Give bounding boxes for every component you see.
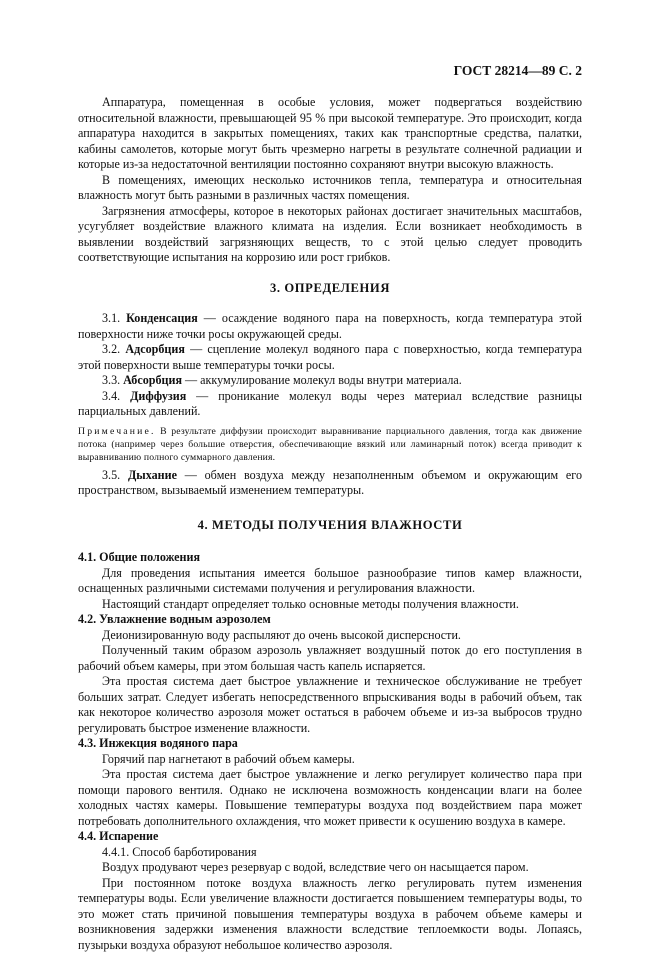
paragraph: Воздух продувают через резервуар с водой, вследствие чего он насыщается паром.	[78, 860, 582, 876]
term: Конденсация	[126, 311, 198, 325]
paragraph: При постоянном потоке воздуха влажность легко регулировать путем изменения температуры воды. Если увеличение влажности достигается повышением температуры воды, то это может стать причиной повышения температуры воздуха в рабочем объеме камеры и возникновения задержки изменения влажности вследствие теплоемкости воды. Лопаясь, пузырьки воздуха образуют небольшое количество аэрозоля.	[78, 876, 582, 953]
note-label: Примечание.	[78, 426, 156, 437]
paragraph: Настоящий стандарт определяет только основные методы получения влажности.	[78, 597, 582, 613]
definition-3-1: 3.1. Конденсация — осаждение водяного пара на поверхность, когда температура этой поверхности ниже точки росы окружающей среды.	[78, 311, 582, 342]
intro-paragraph-1: Аппаратура, помещенная в особые условия, может подвергаться воздействию относительной влажности, превышающей 95 % при высокой температуре. Это происходит, когда аппаратура находится в закрытых помещениях, таких как транспортные средства, палатки, кабины самолетов, которые могут быть чрезмерно нагреты в результате солнечной радиации и которые из-за недостаточной вентиляции постоянно сохраняют внутри высокую влажность.	[78, 95, 582, 173]
section-4-title: 4. МЕТОДЫ ПОЛУЧЕНИЯ ВЛАЖНОСТИ	[78, 518, 582, 534]
subsection-4-4-1-title: 4.4.1. Способ барботирования	[78, 845, 582, 861]
paragraph: Деионизированную воду распыляют до очень высокой дисперсности.	[78, 628, 582, 644]
paragraph: Эта простая система дает быстрое увлажнение и техническое обслуживание не требует больших затрат. Следует избегать непосредственного впрыскивания воды в рабочий объем, так как некоторое количество аэрозоля может остаться в рабочем объеме и из-за выбросов трудно регулировать быстрое изменение влажности.	[78, 674, 582, 736]
document-body	[78, 95, 582, 953]
term: Диффузия	[130, 389, 186, 403]
definition-3-4: 3.4. Диффузия — проникание молекул воды через материал вследствие разницы парциальных давлений.	[78, 389, 582, 420]
paragraph: Горячий пар нагнетают в рабочий объем камеры.	[78, 752, 582, 768]
subsection-4-1-title: 4.1. Общие положения	[78, 550, 582, 566]
paragraph: Эта простая система дает быстрое увлажнение и легко регулирует количество пара при помощи парового вентиля. Однако не исключена возможность конденсации влаги на более холодных частях камеры. Повышение температуры воздуха под воздействием пара может потребовать дополнительного охлаждения, что может привести к осушению воздуха в камере.	[78, 767, 582, 829]
definition-3-5: 3.5. Дыхание — обмен воздуха между незаполненным объемом и окружающим его пространством, вызываемый изменением температуры.	[78, 468, 582, 499]
definition-3-2: 3.2. Адсорбция — сцепление молекул водяного пара с поверхностью, когда температура этой поверхности выше температуры точки росы.	[78, 342, 582, 373]
intro-paragraph-2: В помещениях, имеющих несколько источников тепла, температура и относительная влажность могут быть разными в различных частях помещения.	[78, 173, 582, 204]
intro-paragraph-3: Загрязнения атмосферы, которое в некоторых районах достигает значительных масштабов, усугубляет воздействие влажного климата на изделия. Если возникает необходимость в выявлении воздействий загрязняющих веществ, то с этой целью следует проводить соответствующие испытания на коррозию или рост грибков.	[78, 204, 582, 266]
paragraph: Для проведения испытания имеется большое разнообразие типов камер влажности, оснащенных различными системами получения и регулирования влажности.	[78, 566, 582, 597]
subsection-4-4-title: 4.4. Испарение	[78, 829, 582, 845]
subsection-4-3-title: 4.3. Инжекция водяного пара	[78, 736, 582, 752]
note: Примечание. В результате диффузии происходит выравнивание парциального давления, тогда как движение потока (например через большие отверстия, обеспечивающие вязкий или ламинарный поток) всегда приводит к выравниванию полного суммарного давления.	[78, 425, 582, 464]
definition-3-3: 3.3. Абсорбция — аккумулирование молекул воды внутри материала.	[78, 373, 582, 389]
section-3-title: 3. ОПРЕДЕЛЕНИЯ	[78, 281, 582, 297]
page-header: ГОСТ 28214—89 С. 2	[454, 63, 582, 79]
term: Адсорбция	[125, 342, 185, 356]
subsection-4-2-title: 4.2. Увлажнение водным аэрозолем	[78, 612, 582, 628]
paragraph: Полученный таким образом аэрозоль увлажняет воздушный поток до его поступления в рабочий объем камеры, при этом большая часть капель испаряется.	[78, 643, 582, 674]
term: Абсорбция	[123, 373, 182, 387]
term: Дыхание	[128, 468, 177, 482]
